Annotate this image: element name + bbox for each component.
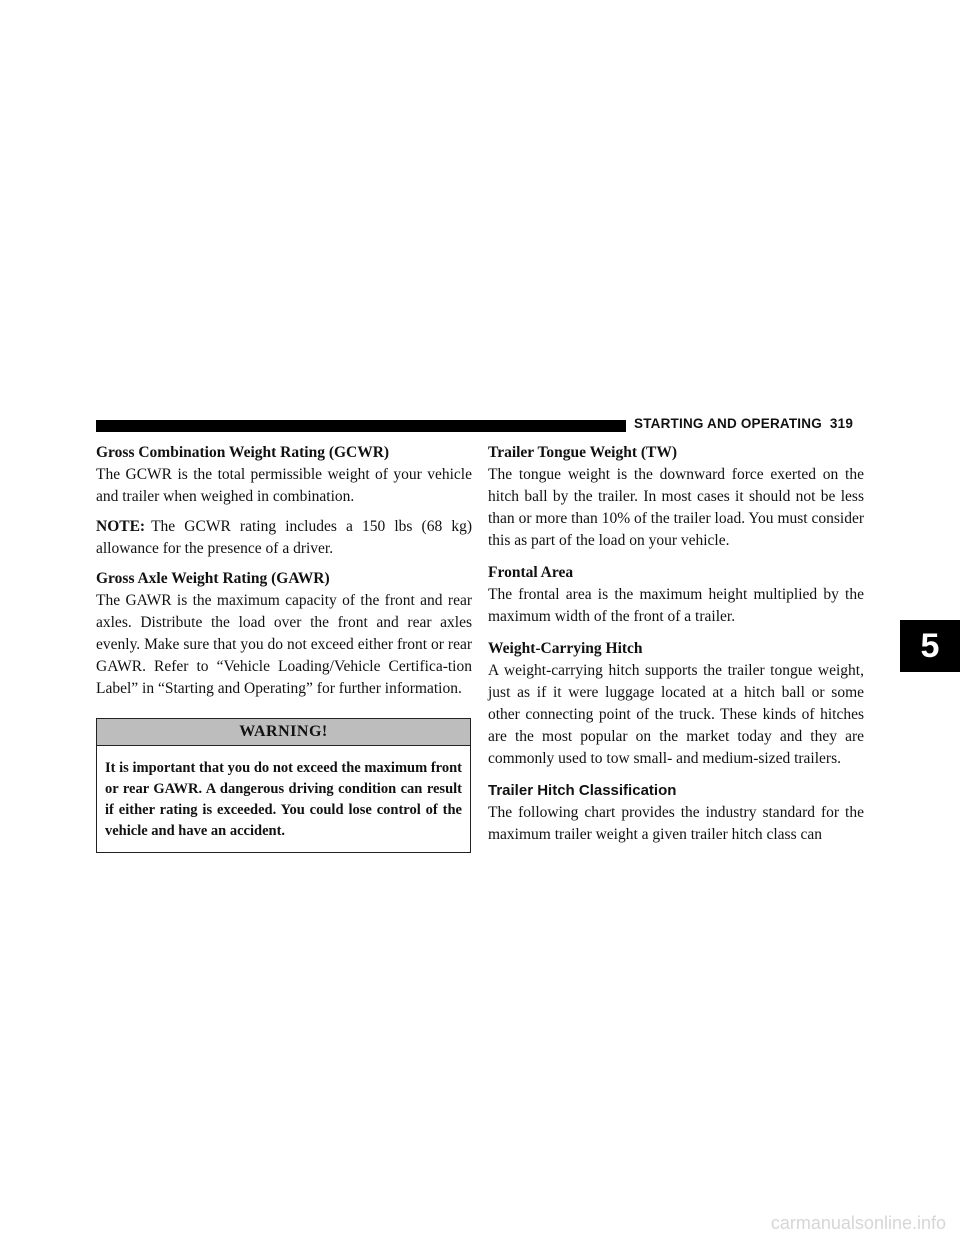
hitch-classification-body: The following chart provides the industry standard for the maximum trailer weight a given trailer hitch class can bbox=[488, 804, 864, 843]
warning-box bbox=[96, 718, 471, 853]
warning-title: WARNING! bbox=[97, 719, 470, 746]
hitch-classification-heading: Trailer Hitch Classification bbox=[488, 782, 677, 799]
warning-text: It is important that you do not exceed the maximum front or rear GAWR. A dangerous driving condition can result if either rating is exceeded. You could lose control of the vehicle and have an accident. bbox=[105, 760, 462, 839]
gcwr-heading: Gross Combination Weight Rating (GCWR) bbox=[96, 444, 390, 461]
weight-carrying-hitch-body: A weight-carrying hitch supports the trailer tongue weight, just as if it were luggage located at a hitch ball or some other connecting point of the truck. These kinds of hitches are the most popular on the market today and they are commonly used to tow small- and medium-sized trailers. bbox=[488, 662, 864, 767]
note-label: NOTE: bbox=[96, 518, 146, 535]
running-header bbox=[634, 416, 853, 431]
chapter-tab: 5 bbox=[900, 620, 960, 672]
gcwr-note bbox=[96, 516, 472, 560]
gcwr-body: The GCWR is the total permissible weight of your vehicle and trailer when weighed in combination. bbox=[96, 466, 472, 505]
tongue-weight-body: The tongue weight is the downward force exerted on the hitch ball by the trailer. In most cases it should not be less than or more than 10% of the trailer load. You must consider this as part of the load on your vehicle. bbox=[488, 466, 864, 549]
header-rule bbox=[96, 420, 626, 432]
page-number: 319 bbox=[829, 416, 854, 431]
gawr-body: The GAWR is the maximum capacity of the front and rear axles. Distribute the load over the front and rear axles evenly. Make sure that you do not exceed either front or rear GAWR. Refer to “Vehicle Loading/Vehicle Certifica-tion Label” in “Starting and Operating” for further information. bbox=[96, 592, 472, 697]
gawr-heading: Gross Axle Weight Rating (GAWR) bbox=[96, 570, 330, 587]
frontal-area-body: The frontal area is the maximum height multiplied by the maximum width of the front of a trailer. bbox=[488, 586, 864, 625]
weight-carrying-hitch-heading: Weight-Carrying Hitch bbox=[488, 640, 643, 657]
frontal-area-heading: Frontal Area bbox=[488, 564, 574, 581]
left-column bbox=[96, 442, 472, 853]
watermark: carmanualsonline.info bbox=[770, 1213, 946, 1233]
note-text: The GCWR rating includes a 150 lbs (68 kg) allowance for the presence of a driver. bbox=[96, 518, 472, 557]
header-section-title: STARTING AND OPERATING bbox=[634, 416, 822, 431]
right-column bbox=[488, 442, 864, 846]
tongue-weight-heading: Trailer Tongue Weight (TW) bbox=[488, 444, 678, 461]
